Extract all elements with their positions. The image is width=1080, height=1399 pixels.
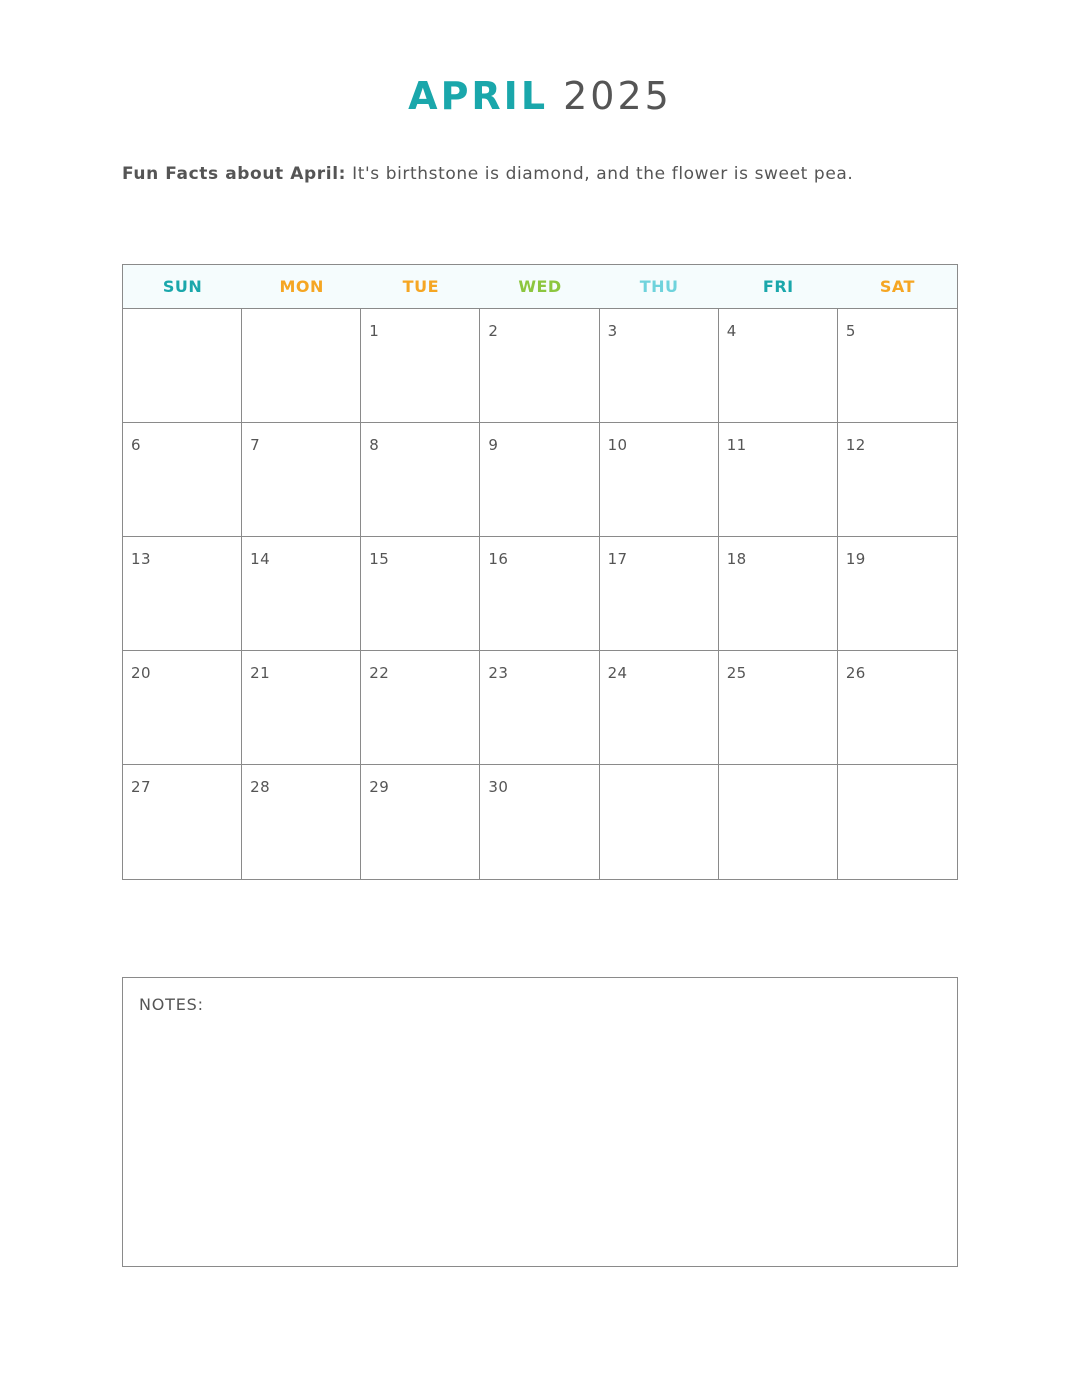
day-cell[interactable]: 29 — [361, 765, 480, 879]
page-title — [0, 70, 1080, 122]
weekday-header-fri: FRI — [719, 265, 838, 309]
weekday-header-tue: TUE — [361, 265, 480, 309]
day-cell[interactable]: 25 — [719, 651, 838, 765]
day-cell[interactable] — [242, 309, 361, 423]
day-cell[interactable]: 2 — [480, 309, 599, 423]
calendar-grid — [122, 264, 958, 880]
day-cell[interactable]: 13 — [123, 537, 242, 651]
day-cell[interactable] — [600, 765, 719, 879]
day-cell[interactable]: 24 — [600, 651, 719, 765]
day-cell[interactable]: 4 — [719, 309, 838, 423]
title-month: APRIL — [408, 74, 549, 118]
day-cell[interactable]: 8 — [361, 423, 480, 537]
day-cell[interactable]: 30 — [480, 765, 599, 879]
day-cell[interactable]: 21 — [242, 651, 361, 765]
day-cell[interactable]: 5 — [838, 309, 957, 423]
notes-box[interactable] — [122, 977, 958, 1267]
day-cell[interactable]: 10 — [600, 423, 719, 537]
fun-facts-label: Fun Facts about April: — [122, 164, 347, 184]
day-cell[interactable]: 17 — [600, 537, 719, 651]
day-cell[interactable]: 23 — [480, 651, 599, 765]
notes-label: NOTES: — [139, 995, 204, 1014]
day-cell[interactable]: 3 — [600, 309, 719, 423]
day-cell[interactable]: 12 — [838, 423, 957, 537]
title-year: 2025 — [563, 74, 672, 118]
day-cell[interactable]: 14 — [242, 537, 361, 651]
weekday-header-sat: SAT — [838, 265, 957, 309]
day-cell[interactable]: 15 — [361, 537, 480, 651]
day-cell[interactable]: 7 — [242, 423, 361, 537]
day-cell[interactable]: 18 — [719, 537, 838, 651]
weekday-header-wed: WED — [480, 265, 599, 309]
day-cell[interactable]: 28 — [242, 765, 361, 879]
day-cell[interactable]: 9 — [480, 423, 599, 537]
day-cell[interactable]: 26 — [838, 651, 957, 765]
day-cell[interactable] — [838, 765, 957, 879]
day-cell[interactable] — [123, 309, 242, 423]
day-cell[interactable]: 20 — [123, 651, 242, 765]
day-cell[interactable]: 6 — [123, 423, 242, 537]
day-cell[interactable] — [719, 765, 838, 879]
day-cell[interactable]: 22 — [361, 651, 480, 765]
fun-facts-text: It's birthstone is diamond, and the flower is sweet pea. — [352, 164, 854, 184]
day-cell[interactable]: 11 — [719, 423, 838, 537]
day-cell[interactable]: 27 — [123, 765, 242, 879]
day-cell[interactable]: 16 — [480, 537, 599, 651]
fun-facts — [122, 160, 972, 188]
day-cell[interactable]: 1 — [361, 309, 480, 423]
weekday-header-mon: MON — [242, 265, 361, 309]
weekday-header-thu: THU — [600, 265, 719, 309]
weekday-header-sun: SUN — [123, 265, 242, 309]
day-cell[interactable]: 19 — [838, 537, 957, 651]
